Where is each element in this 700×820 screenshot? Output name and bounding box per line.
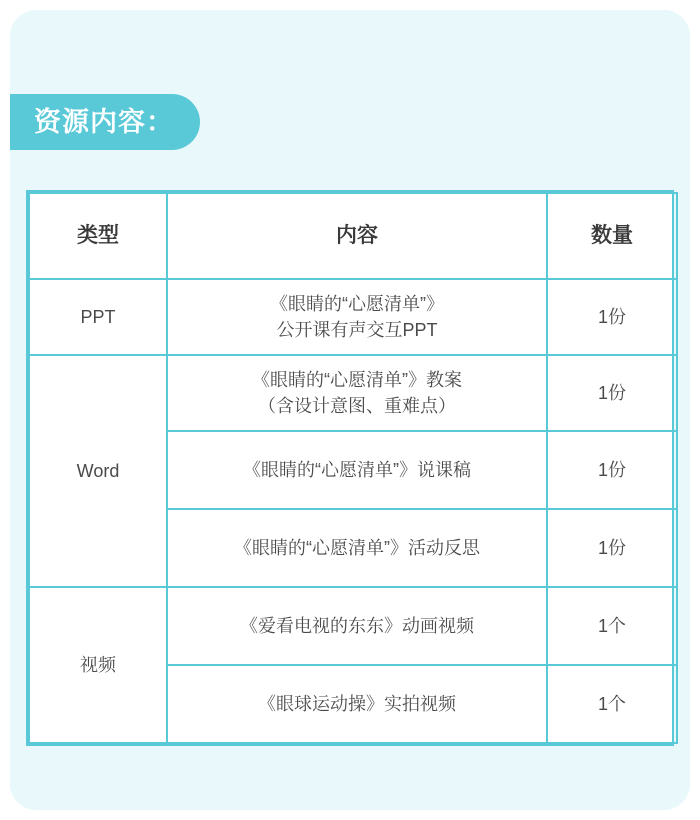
cell-quantity: 1份 — [547, 279, 677, 355]
resource-card — [10, 10, 690, 810]
column-header-quantity: 数量 — [547, 193, 677, 279]
content-line-1: 《眼睛的“心愿清单”》教案 — [252, 369, 462, 390]
table-header-row — [29, 193, 677, 279]
column-header-content: 内容 — [167, 193, 547, 279]
cell-content — [167, 355, 547, 431]
content-line-2: 公开课有声交互PPT — [276, 320, 438, 340]
cell-quantity: 1个 — [547, 587, 677, 665]
section-title-pill — [10, 94, 200, 150]
table-row — [29, 355, 677, 431]
cell-type-word: Word — [29, 355, 167, 587]
cell-type-video: 视频 — [29, 587, 167, 743]
table-row — [29, 587, 677, 665]
cell-content: 《眼睛的“心愿清单”》活动反思 — [167, 509, 547, 587]
cell-content: 《爱看电视的东东》动画视频 — [167, 587, 547, 665]
table-row — [29, 279, 677, 355]
cell-quantity: 1个 — [547, 665, 677, 743]
content-line-2: （含设计意图、重难点） — [258, 396, 456, 416]
resource-table-wrap — [26, 190, 674, 746]
cell-content — [167, 279, 547, 355]
cell-content: 《眼睛的“心愿清单”》说课稿 — [167, 431, 547, 509]
page-title: 资源内容： — [34, 106, 174, 137]
cell-type-ppt: PPT — [29, 279, 167, 355]
cell-quantity: 1份 — [547, 509, 677, 587]
content-line-1: 《眼睛的“心愿清单”》 — [270, 293, 444, 314]
resource-table — [28, 192, 678, 744]
cell-quantity: 1份 — [547, 355, 677, 431]
cell-quantity: 1份 — [547, 431, 677, 509]
cell-content: 《眼球运动操》实拍视频 — [167, 665, 547, 743]
column-header-type: 类型 — [29, 193, 167, 279]
